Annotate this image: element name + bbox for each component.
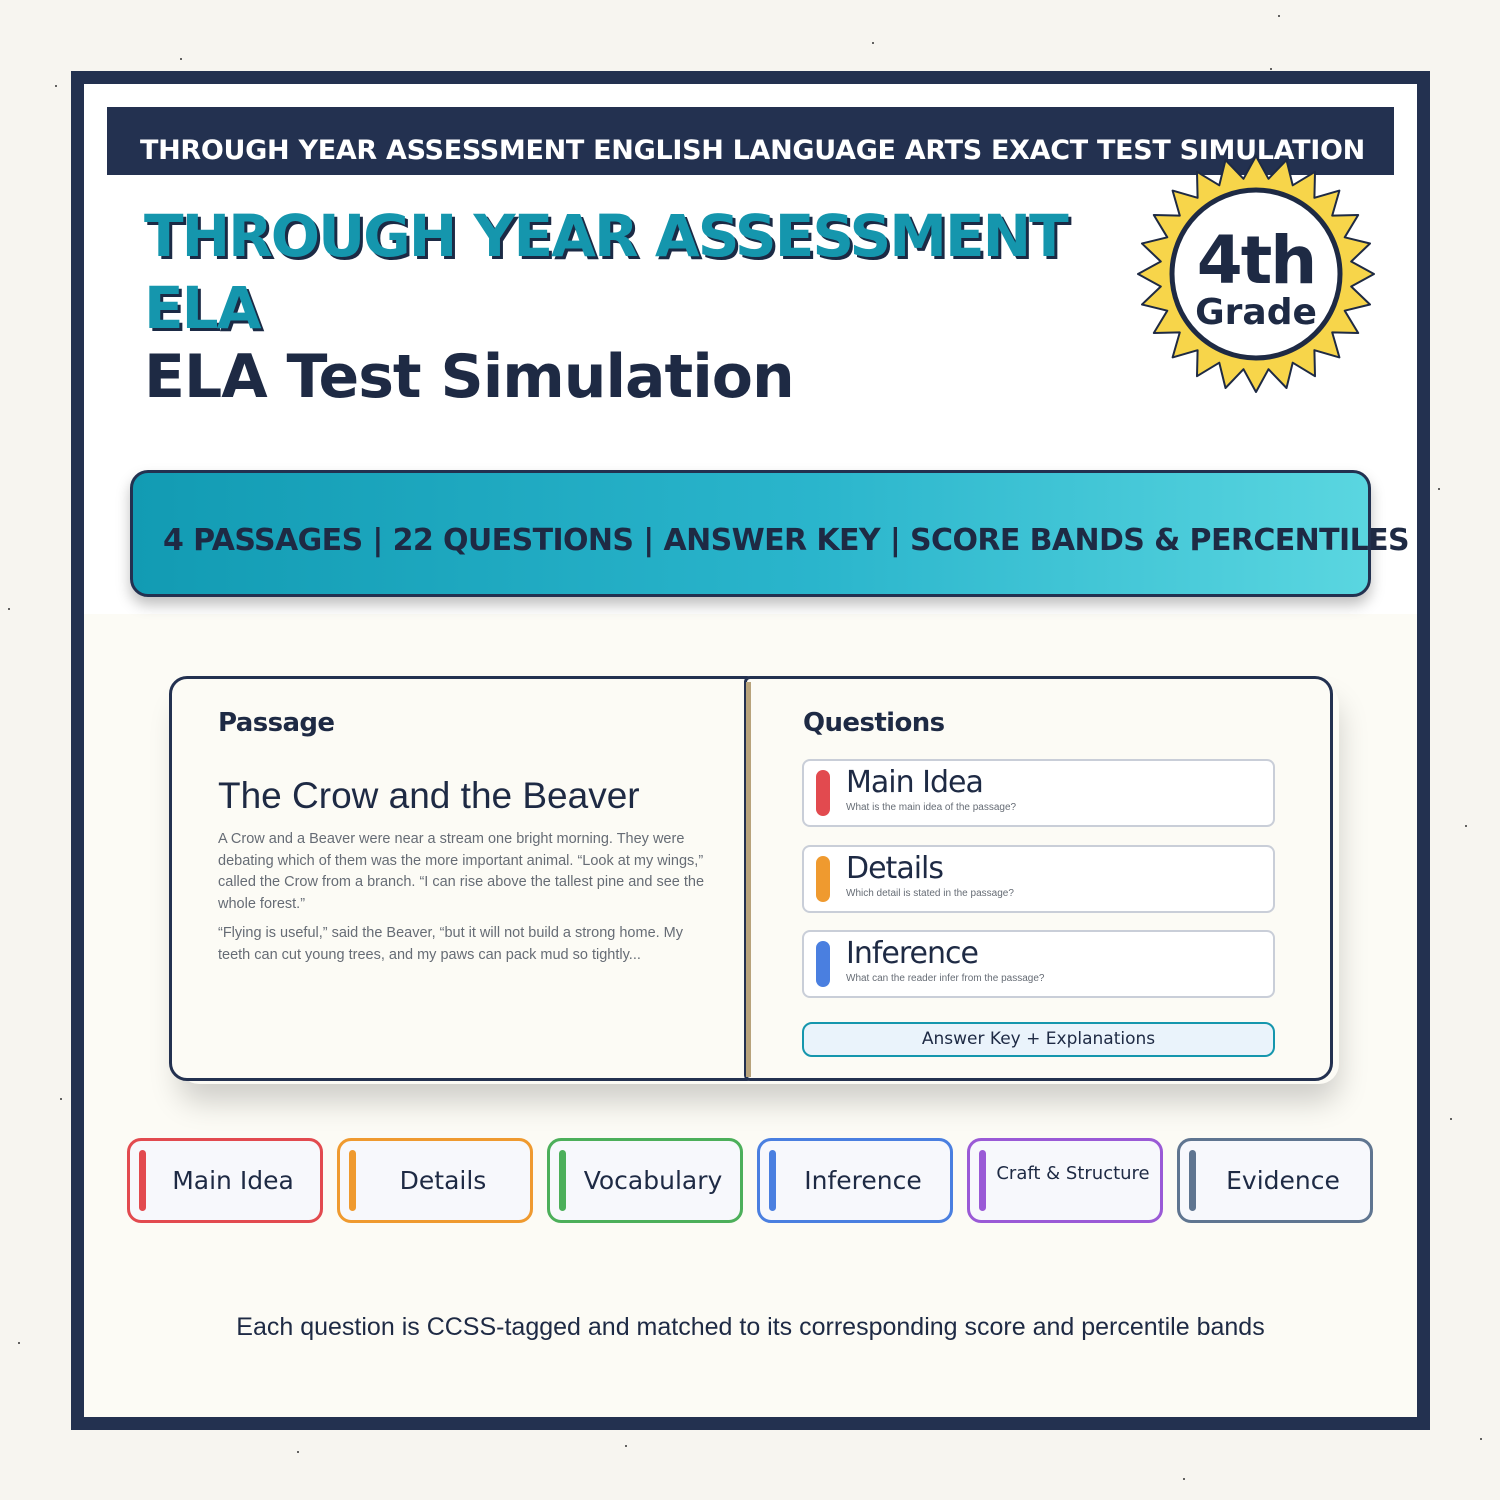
question-name: Details [846, 851, 944, 886]
question-hint: Which detail is stated in the passage? [846, 888, 1014, 899]
skill-color-bar [349, 1150, 356, 1211]
passage-heading: Passage [218, 708, 335, 738]
skill-label: Craft & Structure [996, 1163, 1150, 1184]
question-color-bar [816, 770, 830, 816]
passage-paragraph: “Flying is useful,” said the Beaver, “but it will not build a strong home. My teeth can cut young trees, and my paws can pack mud so tightly... [218, 925, 684, 963]
skill-label: Vocabulary [583, 1166, 723, 1195]
top-banner: THROUGH YEAR ASSESSMENT ENGLISH LANGUAGE ARTS EXACT TEST SIMULATION [107, 107, 1394, 175]
book-spine [746, 682, 751, 1077]
background-speck [1270, 68, 1272, 70]
questions-heading: Questions [803, 708, 945, 738]
background-speck [297, 1451, 299, 1453]
skill-label: Evidence [1226, 1166, 1340, 1195]
skill-tag-evidence[interactable] [1177, 1138, 1373, 1223]
passage-paragraph: A Crow and a Beaver were near a stream one bright morning. They were debating which of them was the more important animal. “Look at my wings,” called the Crow from a branch. “I can rise above the tallest pine and see the whole forest.” [218, 831, 705, 912]
question-color-bar [816, 941, 830, 987]
question-card-details[interactable] [802, 845, 1275, 913]
main-title-line2: ELA [144, 274, 260, 342]
question-hint: What is the main idea of the passage? [846, 802, 1017, 813]
skill-label: Main Idea [172, 1166, 294, 1195]
skill-tag-main-idea[interactable] [127, 1138, 323, 1223]
background-speck [625, 1445, 627, 1447]
question-name: Main Idea [846, 765, 983, 800]
page-frame [71, 71, 1430, 1430]
background-speck [1183, 1478, 1185, 1480]
skill-color-bar [979, 1150, 986, 1211]
background-speck [872, 42, 874, 44]
features-pill: 4 PASSAGES | 22 QUESTIONS | ANSWER KEY | SCORE BANDS & PERCENTILES [130, 470, 1371, 597]
grade-badge [1136, 154, 1376, 394]
background-speck [8, 608, 10, 610]
main-subtitle: ELA Test Simulation [144, 342, 794, 412]
skill-label: Details [399, 1166, 487, 1195]
question-name: Inference [846, 936, 978, 971]
skill-tag-craft-structure[interactable] [967, 1138, 1163, 1223]
background-speck [1480, 1438, 1482, 1440]
background-speck [1278, 15, 1280, 17]
question-card-inference[interactable] [802, 930, 1275, 998]
skill-tag-inference[interactable] [757, 1138, 953, 1223]
skill-color-bar [559, 1150, 566, 1211]
question-color-bar [816, 856, 830, 902]
background-speck [55, 85, 57, 87]
page-inner [84, 84, 1417, 1417]
background-speck [18, 1342, 20, 1344]
skill-color-bar [139, 1150, 146, 1211]
grade-number: 4th [1196, 222, 1316, 299]
background-speck [1438, 488, 1440, 490]
passage-title: The Crow and the Beaver [218, 775, 640, 816]
question-card-main-idea[interactable] [802, 759, 1275, 827]
grade-word: Grade [1195, 292, 1317, 333]
footer-note: Each question is CCSS-tagged and matched to its corresponding score and percentile bands [236, 1313, 1265, 1341]
background-speck [1450, 1118, 1452, 1120]
question-hint: What can the reader infer from the passage? [846, 973, 1045, 984]
background-speck [60, 1098, 62, 1100]
skill-tag-details[interactable] [337, 1138, 533, 1223]
background-speck [180, 58, 182, 60]
skill-label: Inference [804, 1166, 922, 1195]
main-title-line1: THROUGH YEAR ASSESSMENT [144, 202, 1067, 270]
skill-tag-vocabulary[interactable] [547, 1138, 743, 1223]
skill-color-bar [769, 1150, 776, 1211]
background-speck [1465, 825, 1467, 827]
answer-key-button[interactable]: Answer Key + Explanations [802, 1022, 1275, 1057]
skill-color-bar [1189, 1150, 1196, 1211]
